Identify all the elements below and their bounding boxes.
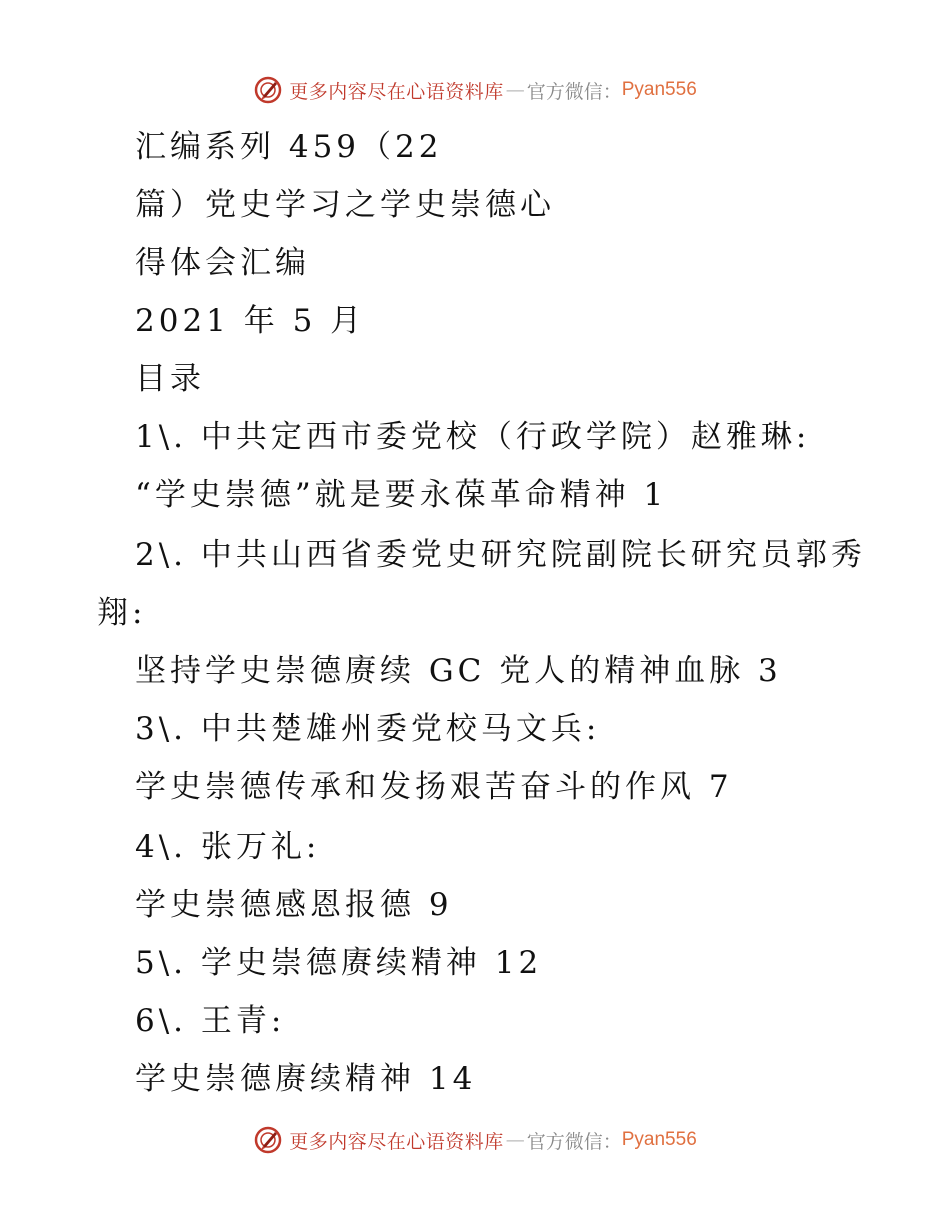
watermark-official-label: 官方微信： <box>526 80 622 103</box>
doc-title-line-1: 汇编系列 459（22 <box>135 129 443 165</box>
watermark-separator: — <box>505 1129 525 1151</box>
watermark-main-text: 更多内容尽在心语资料库 <box>289 80 504 103</box>
watermark-account: Pyan556 <box>621 79 697 100</box>
toc-item-subtitle[interactable]: 坚持学史崇德赓续 GC 党人的精神血脉 3 <box>135 653 782 689</box>
toc-item[interactable]: 4\. 张万礼: <box>135 829 321 865</box>
toc-item[interactable]: 2\. 中共山西省委党史研究院副院长研究员郭秀 <box>135 537 866 573</box>
toc-item[interactable]: 5\. 学史崇德赓续精神 12 <box>135 945 543 981</box>
toc-item-subtitle[interactable]: “学史崇德”就是要永葆革命精神 1 <box>135 477 668 513</box>
toc-item-continuation[interactable]: 翔: <box>97 595 147 631</box>
toc-item-subtitle[interactable]: 学史崇德传承和发扬艰苦奋斗的作风 7 <box>135 769 733 805</box>
doc-title-line-2: 篇）党史学习之学史崇德心 <box>135 187 555 223</box>
toc-item-subtitle[interactable]: 学史崇德感恩报德 9 <box>135 887 453 923</box>
toc-item[interactable]: 3\. 中共楚雄州委党校马文兵: <box>135 711 601 747</box>
watermark-account: Pyan556 <box>621 1129 697 1150</box>
watermark-main-text: 更多内容尽在心语资料库 <box>289 1130 504 1153</box>
toc-item-subtitle[interactable]: 学史崇德赓续精神 14 <box>135 1061 477 1097</box>
footer-watermark <box>0 1120 950 1160</box>
pen-logo-icon <box>253 1125 283 1155</box>
toc-heading: 目录 <box>135 361 205 397</box>
doc-title-line-3: 得体会汇编 <box>135 245 310 281</box>
toc-item[interactable]: 6\. 王青: <box>135 1003 286 1039</box>
toc-item[interactable]: 1\. 中共定西市委党校（行政学院）赵雅琳: <box>135 419 811 455</box>
watermark-official-label: 官方微信： <box>526 1130 622 1153</box>
doc-date: 2021 年 5 月 <box>135 303 366 339</box>
watermark-separator: — <box>505 79 525 101</box>
